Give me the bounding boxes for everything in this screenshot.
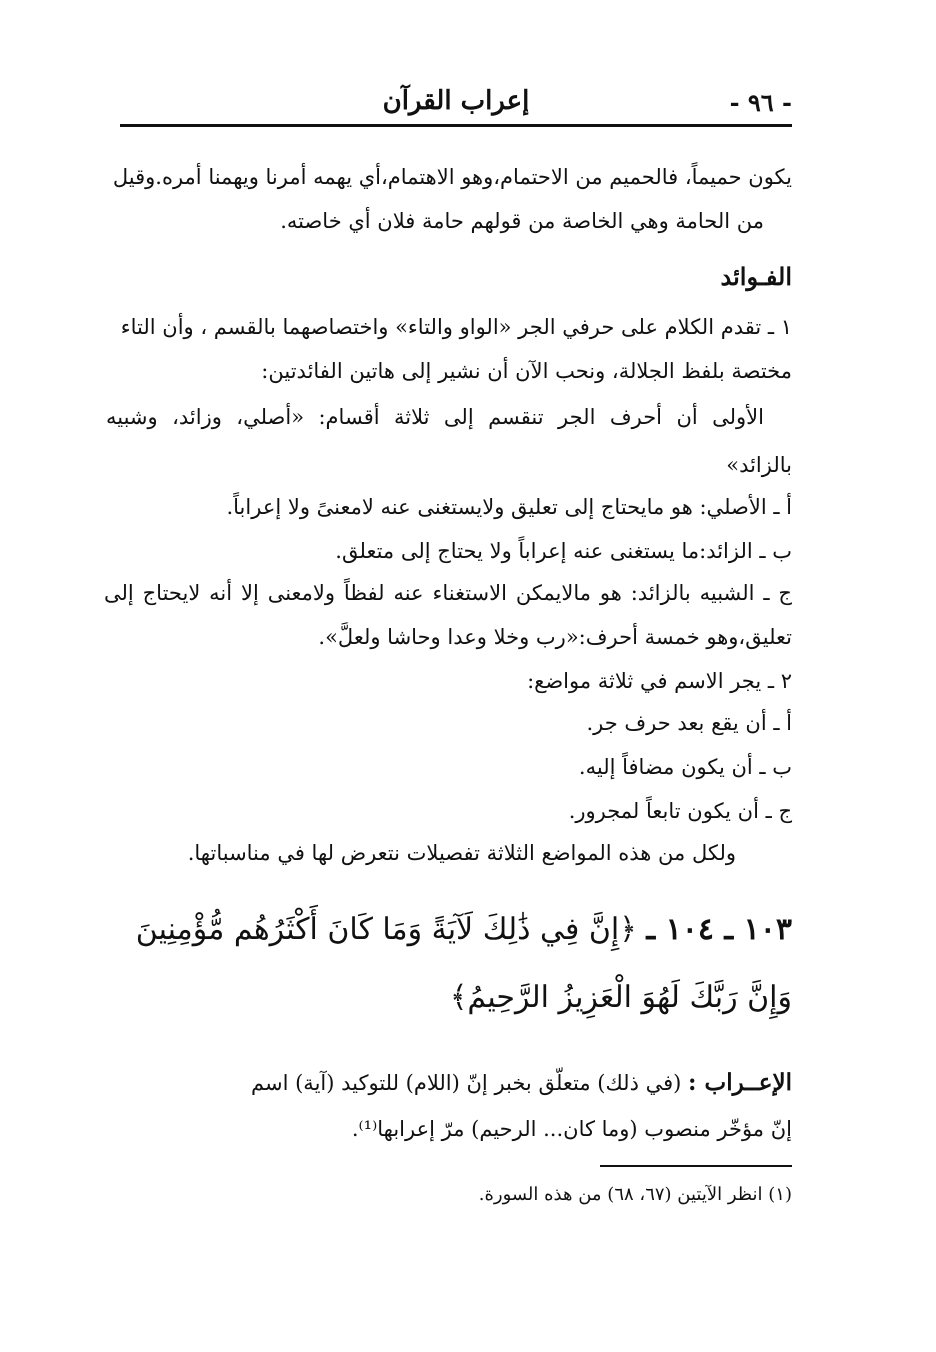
list-item: ٢ ـ يجر الاسم في ثلاثة مواضع: (527, 669, 792, 693)
book-title: إعراب القرآن (382, 86, 530, 116)
list-item: ج ـ أن يكون تابعاً لمجرور. (568, 799, 792, 823)
footnote-rule (600, 1165, 792, 1167)
intro-line: يكون حميماً، فالحميم من الاحتمام،وهو الاهتمام،أي يهمه أمرنا ويهمنا أمره.وقيل (112, 165, 792, 189)
paragraph-line: الأولى أن أحرف الجر تنقسم إلى ثلاثة أقسام: «أصلي، وزائد، وشبيه (106, 405, 764, 429)
list-item: تعليق،وهو خمسة أحرف:«رب وخلا وعدا وحاشا ولعلَّ». (318, 625, 792, 649)
verse-text: ﴿إِنَّ فِي ذَٰلِكَ لَآيَةً وَمَا كَانَ أَكْثَرُهُم مُّؤْمِنِينَ (135, 912, 637, 947)
irab-text: (في ذلك) متعلّق بخبر إنّ (اللام) للتوكيد (آية) اسم (251, 1071, 682, 1095)
intro-line: من الحامة وهي الخاصة من قولهم حامة فلان أي خاصته. (280, 209, 764, 233)
page-header (120, 86, 792, 126)
list-item: أ ـ الأصلي: هو مايحتاج إلى تعليق ولايستغنى عنه لامعنىً ولا إعراباً. (226, 495, 792, 519)
paragraph-line: مختصة بلفظ الجلالة، ونحب الآن أن نشير إلى هاتين الفائدتين: (261, 359, 792, 383)
irab-line: إنّ مؤخّر منصوب (وما كان... الرحيم) مرّ إعرابها⁽¹⁾. (351, 1117, 792, 1141)
list-item: ب ـ الزائد:ما يستغنى عنه إعراباً ولا يحتاج إلى متعلق. (335, 539, 792, 563)
list-item: ج ـ الشبيه بالزائد: هو مالايمكن الاستغناء عنه لفظاً ولامعنى إلا أنه لايحتاج إلى (104, 581, 792, 605)
quran-verse-line: وَإِنَّ رَبَّكَ لَهُوَ الْعَزِيزُ الرَّحِيمُ﴾ (449, 980, 792, 1015)
paragraph-line: ١ ـ تقدم الكلام على حرفي الجر «الواو والتاء» واختصاصهما بالقسم ، وأن التاء (120, 315, 792, 339)
irab-line (132, 1068, 792, 1098)
list-item: أ ـ أن يقع بعد حرف جر. (586, 711, 792, 735)
irab-label: الإعــراب : (688, 1069, 792, 1096)
quran-verse-line (136, 908, 792, 952)
paragraph-line: ولكل من هذه المواضع الثلاثة تفصيلات نتعرض لها في مناسباتها. (187, 841, 736, 865)
header-rule (120, 124, 792, 127)
footnote: (١) انظر الآيتين (٦٧، ٦٨) من هذه السورة. (478, 1184, 792, 1205)
verse-reference: ١٠٣ ـ ١٠٤ ـ (646, 912, 792, 947)
section-heading: الفـوائد (720, 262, 792, 291)
paragraph-line: بالزائد» (726, 453, 792, 477)
list-item: ب ـ أن يكون مضافاً إليه. (578, 755, 792, 779)
page-number: - ٩٦ - (729, 88, 792, 117)
